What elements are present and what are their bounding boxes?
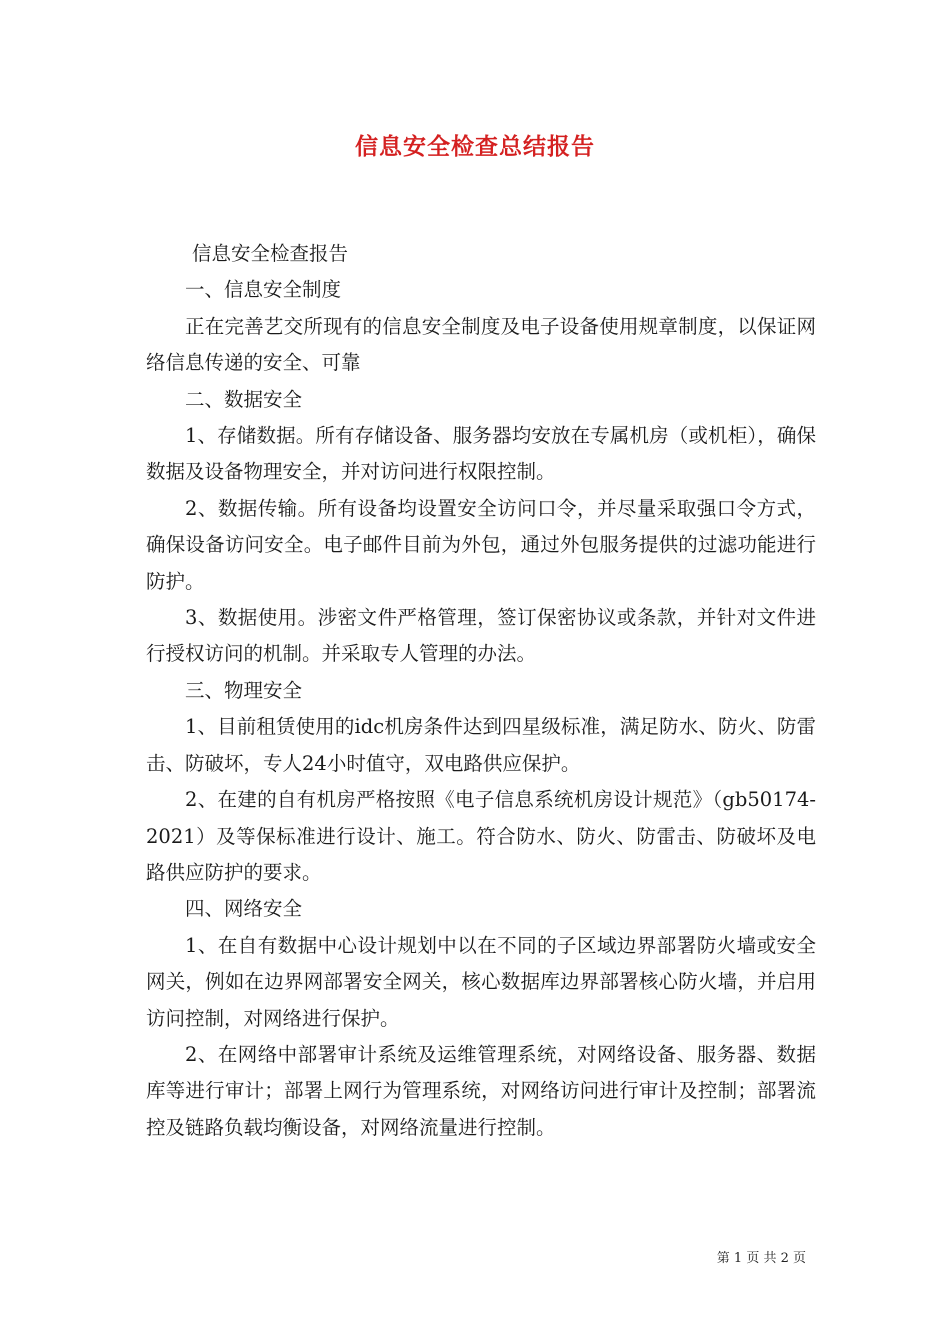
report-subtitle: 信息安全检查报告	[192, 242, 349, 265]
paragraph: 1、在自有数据中心设计规划中以在不同的子区域边界部署防火墙或安全网关，例如在边界网部署安全网关，核心数据库边界部署核心防火墙，并启用访问控制，对网络进行保护。	[146, 933, 816, 1030]
paragraph: 2、在建的自有机房严格按照《电子信息系统机房设计规范》（gb50174-2021）及等保标准进行设计、施工。符合防水、防火、防雷击、防破坏及电路供应防护的要求。	[146, 788, 816, 884]
section-heading-4: 四、网络安全	[185, 897, 303, 921]
paragraph: 3、数据使用。涉密文件严格管理，签订保密协议或条款，并针对文件进行授权访问的机制。并采取专人管理的办法。	[146, 606, 816, 666]
document-title: 信息安全检查总结报告	[355, 134, 595, 160]
page-number-footer: 第 1 页 共 2 页	[716, 1251, 806, 1266]
paragraph: 1、目前租赁使用的idc机房条件达到四星级标准，满足防水、防火、防雷击、防破坏，专人24小时值守，双电路供应保护。	[146, 715, 816, 775]
paragraph: 正在完善艺交所现有的信息安全制度及电子设备使用规章制度，以保证网络信息传递的安全、可靠	[146, 314, 816, 375]
paragraph: 2、在网络中部署审计系统及运维管理系统，对网络设备、服务器、数据库等进行审计；部署上网行为管理系统，对网络访问进行审计及控制；部署流控及链路负载均衡设备，对网络流量进行控制。	[146, 1042, 816, 1139]
section-heading-1: 一、信息安全制度	[185, 278, 342, 302]
section-heading-2: 二、数据安全	[185, 387, 303, 411]
section-heading-3: 三、物理安全	[185, 678, 303, 702]
paragraph: 1、存储数据。所有存储设备、服务器均安放在专属机房（或机柜），确保数据及设备物理安全，并对访问进行权限控制。	[146, 424, 816, 484]
paragraph: 2、数据传输。所有设备均设置安全访问口令，并尽量采取强口令方式，确保设备访问安全。电子邮件目前为外包，通过外包服务提供的过滤功能进行防护。	[146, 496, 816, 593]
document-body	[146, 236, 816, 1146]
